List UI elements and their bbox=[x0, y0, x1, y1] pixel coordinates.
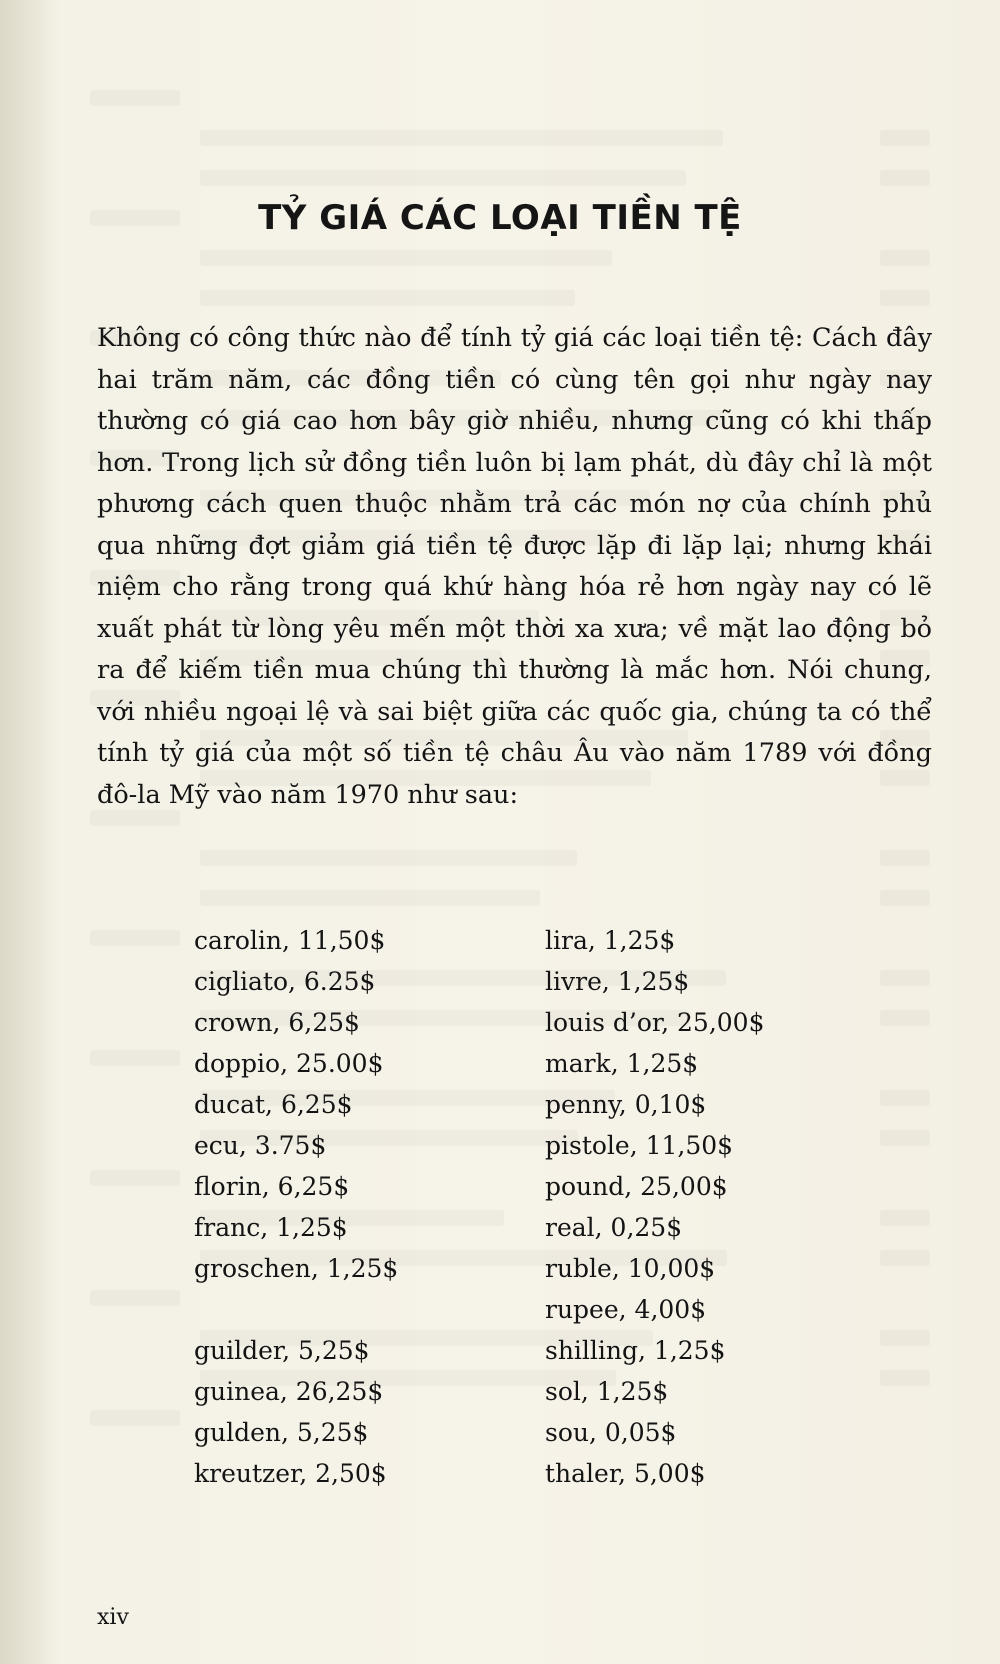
currency-item: real, 0,25$ bbox=[545, 1213, 683, 1242]
bleed-through-line bbox=[880, 250, 930, 266]
currency-item: sou, 0,05$ bbox=[545, 1418, 677, 1447]
bleed-through-line bbox=[90, 1170, 180, 1186]
currency-list-left bbox=[194, 920, 398, 1494]
bleed-through-line bbox=[90, 1290, 180, 1306]
currency-item: doppio, 25.00$ bbox=[194, 1049, 384, 1078]
currency-item: sol, 1,25$ bbox=[545, 1377, 669, 1406]
currency-item: guilder, 5,25$ bbox=[194, 1336, 370, 1365]
bleed-through-line bbox=[880, 850, 930, 866]
currency-item: gulden, 5,25$ bbox=[194, 1418, 369, 1447]
currency-item: louis d’or, 25,00$ bbox=[545, 1008, 765, 1037]
currency-item: rupee, 4,00$ bbox=[545, 1295, 707, 1324]
bleed-through-line bbox=[880, 890, 930, 906]
bleed-through-line bbox=[90, 1410, 180, 1426]
bleed-through-line bbox=[880, 1130, 930, 1146]
bleed-through-line bbox=[880, 290, 930, 306]
bleed-through-line bbox=[880, 130, 930, 146]
currency-item: livre, 1,25$ bbox=[545, 967, 690, 996]
intro-paragraph: Không có công thức nào để tính tỷ giá các loại tiền tệ: Cách đây hai trăm năm, các đồng tiền có cùng tên gọi như ngày nay thường có giá cao hơn bây giờ nhiều, nhưng cũng có khi thấp hơn. Trong lịch sử đồng tiền luôn bị lạm phát, dù đây chỉ là một phương cách quen thuộc nhằm trả các món nợ của chính phủ qua những đợt giảm giá tiền tệ được lặp đi lặp lại; nhưng khái niệm cho rằng trong quá khứ hàng hóa rẻ hơn ngày nay có lẽ xuất phát từ lòng yêu mến một thời xa xưa; về mặt lao động bỏ ra để kiếm tiền mua chúng thì thường là mắc hơn. Nói chung, với nhiều ngoại lệ và sai biệt giữa các quốc gia, chúng ta có thể tính tỷ giá của một số tiền tệ châu Âu vào năm 1789 với đồng đô-la Mỹ vào năm 1970 như sau: bbox=[97, 323, 932, 810]
currency-item: pistole, 11,50$ bbox=[545, 1131, 734, 1160]
bleed-through-line bbox=[90, 90, 180, 106]
currency-item: franc, 1,25$ bbox=[194, 1213, 348, 1242]
currency-item: penny, 0,10$ bbox=[545, 1090, 707, 1119]
currency-item-empty bbox=[194, 1289, 398, 1330]
bleed-through-line bbox=[200, 130, 723, 146]
bleed-through-line bbox=[880, 170, 930, 186]
bleed-through-line bbox=[880, 1330, 930, 1346]
bleed-through-line bbox=[880, 1250, 930, 1266]
bleed-through-line bbox=[90, 1050, 180, 1066]
bleed-through-line bbox=[880, 970, 930, 986]
currency-item: ruble, 10,00$ bbox=[545, 1254, 716, 1283]
currency-list-right bbox=[545, 920, 765, 1494]
currency-item: crown, 6,25$ bbox=[194, 1008, 360, 1037]
bleed-through-line bbox=[90, 930, 180, 946]
bleed-through-line bbox=[200, 890, 540, 906]
bleed-through-line bbox=[880, 1210, 930, 1226]
currency-item: pound, 25,00$ bbox=[545, 1172, 728, 1201]
currency-item: ecu, 3.75$ bbox=[194, 1131, 327, 1160]
currency-item: guinea, 26,25$ bbox=[194, 1377, 384, 1406]
currency-item: groschen, 1,25$ bbox=[194, 1254, 399, 1283]
page-title: TỶ GIÁ CÁC LOẠI TIỀN TỆ bbox=[258, 198, 742, 238]
page-number: xiv bbox=[97, 1605, 129, 1630]
currency-item: kreutzer, 2,50$ bbox=[194, 1459, 387, 1488]
currency-item: florin, 6,25$ bbox=[194, 1172, 350, 1201]
currency-item: lira, 1,25$ bbox=[545, 926, 676, 955]
bleed-through-line bbox=[200, 850, 577, 866]
bleed-through-line bbox=[880, 1370, 930, 1386]
currency-item: shilling, 1,25$ bbox=[545, 1336, 726, 1365]
currency-item: mark, 1,25$ bbox=[545, 1049, 699, 1078]
currency-item: ducat, 6,25$ bbox=[194, 1090, 353, 1119]
currency-item: thaler, 5,00$ bbox=[545, 1459, 706, 1488]
currency-item: cigliato, 6.25$ bbox=[194, 967, 376, 996]
bleed-through-line bbox=[200, 290, 575, 306]
bleed-through-line bbox=[200, 250, 612, 266]
bleed-through-line bbox=[200, 170, 686, 186]
currency-item: carolin, 11,50$ bbox=[194, 926, 386, 955]
bleed-through-line bbox=[880, 1010, 930, 1026]
bleed-through-line bbox=[880, 1090, 930, 1106]
